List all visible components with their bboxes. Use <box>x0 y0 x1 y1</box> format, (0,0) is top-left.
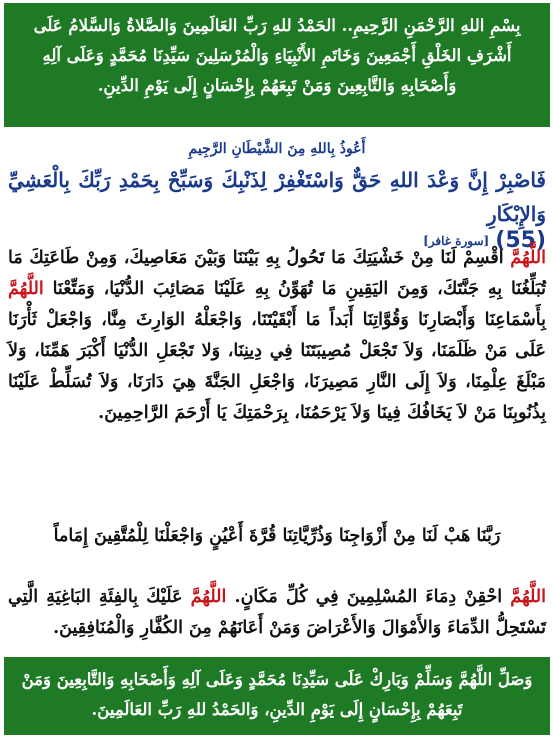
ayah-number: (55) <box>495 228 546 253</box>
footer-text: وَصَلِّ اللَّهُمَّ وَسَلِّمْ وَبَارِكْ عَلَى سَيِّدِنَا مُحَمَّدٍ وَعَلَى آلِهِ وَأَصْحَابِهِ وَالتَّابِعِينَ وَمَنْ تَبِعَهُمْ بِإِحْسَانٍ إِلَى يَوْمِ الدِّينِ، وَالحَمْدُ للهِ رَبِّ العَالَمِينَ. <box>21 670 533 719</box>
header-banner <box>4 3 550 127</box>
dua-text: اقْسِمْ لَنَا مِنْ خَشْيَتِكَ مَا تَحُولُ بِهِ بَيْنَنَا وَبَيْنَ مَعَاصِيكَ، وَمِنْ طَاعَتِكَ مَا تُبَلِّغُنَا بِهِ جَنَّتَكَ، وَمِنَ اليَقِينِ مَا تُهَوِّنُ بِهِ عَلَيْنَا مَصَائِبَ الدُّنْيَا، وَمَتِّعْنَا <box>8 248 546 299</box>
allahumma-label: اللَّهُمَّ <box>510 248 546 268</box>
quran-verse: فَاصْبِرْ إِنَّ وَعْدَ اللهِ حَقٌّ وَاسْتَغْفِرْ لِذَنْبِكَ وَسَبِّحْ بِحَمْدِ رَبِّكَ بِالْعَشِيِّ وَالإِبْكَارِ <box>8 168 546 226</box>
footer-banner <box>4 657 550 735</box>
dua-text: عَلَيْكَ بِالفِئَةِ البَاغِيَةِ الَّتِي تَسْتَحِلُّ الدِّمَاءَ وَالأَمْوَالَ وَالأَعْرَاضَ وَمَنْ أَعَانَهُمْ مِنَ الكُفَّارِ وَالْمُنَافِقِينَ. <box>8 587 546 638</box>
dua-text: بِأَسْمَاعِنَا وَأَبْصَارِنَا وَقُوَّاتِنَا أَبَداً مَا أَبْقَيْتَنَا، وَاجْعَلْهُ الوَارِثَ مِنَّا، وَاجْعَلْ ثَأْرَنَا عَلَى مَنْ ظَلَمَنَا، وَلاَ تَجْعَلْ مُصِيبَتَنَا فِي دِينِنَا، وَلا تَجْعَلِ الدُّنْيَا أَكْبَرَ هَمِّنَا، وَلاَ مَبْلَغَ عِلْمِنَا، وَلاَ إِلَى النَّارِ مَصِيرَنَا، وَاجْعَلِ الجَنَّةَ هِيَ دَارَنَا، وَلاَ تُسَلِّطْ عَلَيْنَا بِذُنُوبِنَا مَنْ لاَ يَخَافُكَ فِينَا وَلاَ يَرْحَمُنَا، بِرَحْمَتِكَ يَا أَرْحَمَ الرَّاحِمِينَ. <box>8 310 546 423</box>
istiadha-line: أَعُوذُ بِاللهِ مِنَ الشَّيْطَانِ الرَّجِيمِ <box>188 141 366 157</box>
surah-name: [سورة غافر] <box>423 233 490 248</box>
dua-text: احْقِنْ دِمَاءَ المُسْلِمِينَ فِي كُلِّ مَكَانٍ. <box>226 587 511 607</box>
dua-paragraph-2: رَبَّنَا هَبْ لَنَا مِنْ أَزْوَاجِنَا وَذُرِّيَّاتِنَا قُرَّةَ أَعْيُنٍ وَاجْعَلْنَا لِلْمُتَّقِينَ إِمَاماً <box>53 526 501 546</box>
header-text: بِسْمِ اللهِ الرَّحْمَنِ الرَّحِيمِ.. الحَمْدُ للهِ رَبِّ العَالَمِينَ وَالصَّلاةُ وَالسَّلامُ عَلَى أَشْرَفِ الخَلْقِ أَجْمَعِينَ وَخَاتَمِ الأَنْبِيَاءِ وَالْمُرْسَلِينَ سَيِّدِنَا مُحَمَّدٍ وَعَلَى آلِهِ وَأَصْحَابِهِ وَالتَّابِعِينَ وَمَنْ تَبِعَهُمْ بِإِحْسَانٍ إِلَى يَوْمِ الدِّينِ. <box>33 16 521 95</box>
allahumma-label: اللَّهُمَّ <box>510 587 546 607</box>
allahumma-label: اللَّهُمَّ <box>190 587 227 607</box>
allahumma-label: اللَّهُمَّ <box>8 279 44 299</box>
dua-paragraph-1 <box>8 243 546 429</box>
dua-paragraph-3 <box>8 582 546 644</box>
